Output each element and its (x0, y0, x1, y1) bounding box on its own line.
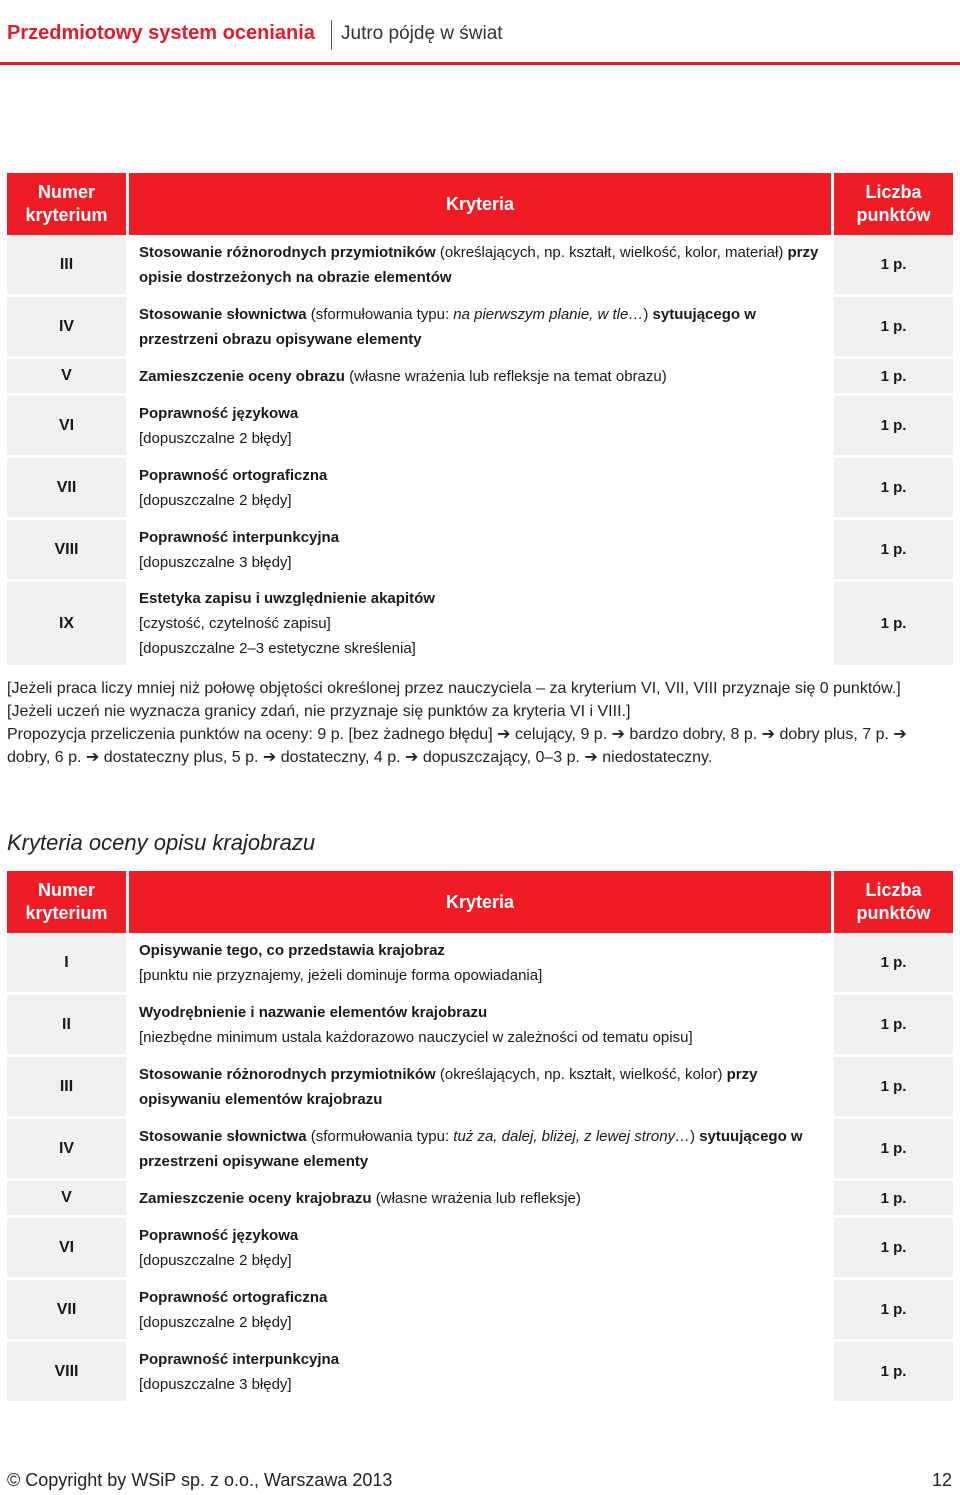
row-criteria (129, 933, 831, 995)
criteria-table-picture (7, 173, 953, 668)
row-number: IV (7, 1119, 129, 1181)
criteria-text: (sformułowania typu: (306, 305, 454, 323)
row-number: VII (7, 458, 129, 520)
row-points: 1 p. (831, 995, 953, 1057)
row-number: VII (7, 1280, 129, 1342)
header-rule (0, 62, 960, 65)
criteria-text: (własne wrażenia lub refleksje) (371, 1189, 581, 1207)
page-header (0, 0, 960, 68)
table-row (7, 1057, 953, 1119)
criteria-text: (sformułowania typu: (306, 1127, 454, 1145)
criteria-text: [dopuszczalne 2 błędy] (139, 429, 292, 447)
row-number: VI (7, 1218, 129, 1280)
footer-copyright: © Copyright by WSiP sp. z o.o., Warszawa 2013 (7, 1470, 393, 1490)
row-criteria (129, 235, 831, 297)
row-points: 1 p. (831, 1280, 953, 1342)
row-points: 1 p. (831, 396, 953, 458)
criteria-text: (własne wrażenia lub refleksje na temat obrazu) (344, 367, 667, 385)
criteria-bold: Opisywanie tego, co przedstawia krajobraz (139, 941, 445, 959)
row-number: VI (7, 396, 129, 458)
criteria-italic: tuż za, dalej, bliżej, z lewej strony… (453, 1127, 691, 1145)
col-header-points: Liczba punktów (831, 173, 953, 235)
criteria-bold: Poprawność językowa (139, 1226, 299, 1244)
row-criteria (129, 1280, 831, 1342)
row-number: I (7, 933, 129, 995)
criteria-text: [czystość, czytelność zapisu] (139, 615, 331, 632)
row-points: 1 p. (831, 1218, 953, 1280)
criteria-bold: przy opisie dostrzeżonych na obrazie elementów (139, 243, 819, 286)
table-row (7, 1280, 953, 1342)
criteria-bold: Zamieszczenie oceny krajobrazu (139, 1189, 372, 1207)
table-row (7, 520, 953, 582)
row-points: 1 p. (831, 1057, 953, 1119)
row-criteria (129, 396, 831, 458)
row-criteria (129, 297, 831, 359)
row-criteria (129, 995, 831, 1057)
col-header-criteria: Kryteria (129, 173, 831, 235)
table-row (7, 1119, 953, 1181)
row-number: IV (7, 297, 129, 359)
row-criteria (129, 1342, 831, 1404)
criteria-bold: Poprawność językowa (139, 404, 299, 422)
row-number: V (7, 359, 129, 396)
scoring-notes (7, 677, 953, 769)
table-row (7, 458, 953, 520)
table-row (7, 235, 953, 297)
table-row (7, 1218, 953, 1280)
row-points: 1 p. (831, 1342, 953, 1404)
row-points: 1 p. (831, 458, 953, 520)
criteria-bold: Estetyka zapisu i uwzględnienie akapitów (139, 590, 435, 607)
table-row (7, 396, 953, 458)
criteria-bold: sytuującego w przestrzeni opisywane elementy (139, 1127, 803, 1170)
row-number: VIII (7, 1342, 129, 1404)
row-number: III (7, 235, 129, 297)
row-number: IX (7, 582, 129, 668)
criteria-bold: Poprawność interpunkcyjna (139, 1350, 340, 1368)
criteria-text: [dopuszczalne 2 błędy] (139, 491, 292, 509)
note-line: Propozycja przeliczenia punktów na oceny: 9 p. [bez żadnego błędu] ➔ celujący, 9 p. ➔ bardzo dobry, 8 p. ➔ dobry plus, 7 p. ➔ dobry, 6 p. ➔ dostateczny plus, 5 p. ➔ dostateczny, 4 p. ➔ dopuszczający, 0–3 p. ➔ niedostateczny. (7, 726, 907, 766)
criteria-text: (określających, np. kształt, wielkość, kolor) (435, 1065, 727, 1083)
criteria-bold: Poprawność interpunkcyjna (139, 528, 340, 546)
criteria-text: ) (690, 1127, 700, 1145)
criteria-text: (określających, np. kształt, wielkość, kolor, materiał) (435, 243, 788, 261)
criteria-bold: Stosowanie słownictwa (139, 305, 307, 323)
row-points: 1 p. (831, 1119, 953, 1181)
footer-page-number: 12 (931, 1470, 952, 1490)
criteria-text: [dopuszczalne 2 błędy] (139, 1251, 292, 1269)
criteria-bold: Zamieszczenie oceny obrazu (139, 367, 345, 385)
criteria-bold: Poprawność ortograficzna (139, 1288, 328, 1306)
table-row (7, 1181, 953, 1218)
col-header-number: Numer kryterium (7, 173, 129, 235)
row-criteria (129, 359, 831, 396)
criteria-bold: Stosowanie różnorodnych przymiotników (139, 243, 436, 261)
row-criteria (129, 520, 831, 582)
row-number: II (7, 995, 129, 1057)
row-criteria (129, 1119, 831, 1181)
criteria-bold: sytuującego w przestrzeni obrazu opisywane elementy (139, 305, 756, 348)
table-row (7, 995, 953, 1057)
criteria-text: [niezbędne minimum ustala każdorazowo nauczyciel w zależności od tematu opisu] (139, 1028, 693, 1046)
criteria-text: [punktu nie przyznajemy, jeżeli dominuje forma opowiadania] (139, 966, 543, 984)
row-points: 1 p. (831, 520, 953, 582)
col-header-number: Numer kryterium (7, 871, 129, 933)
criteria-italic: na pierwszym planie, w tle… (453, 305, 644, 323)
row-number: VIII (7, 520, 129, 582)
row-points: 1 p. (831, 582, 953, 668)
row-criteria (129, 1181, 831, 1218)
col-header-points: Liczba punktów (831, 871, 953, 933)
criteria-text: [dopuszczalne 3 błędy] (139, 1375, 292, 1393)
row-criteria (129, 458, 831, 520)
col-header-criteria: Kryteria (129, 871, 831, 933)
row-criteria (129, 582, 831, 668)
row-points: 1 p. (831, 359, 953, 396)
row-criteria (129, 1218, 831, 1280)
criteria-bold: przy opisywaniu elementów krajobrazu (139, 1065, 758, 1108)
criteria-bold: Wyodrębnienie i nazwanie elementów krajobrazu (139, 1003, 488, 1021)
row-criteria (129, 1057, 831, 1119)
header-subtitle: Jutro pójdę w świat (341, 23, 503, 44)
section-title: Kryteria oceny opisu krajobrazu (7, 830, 316, 855)
table-row (7, 1342, 953, 1404)
note-line: [Jeżeli uczeń nie wyznacza granicy zdań, nie przyznaje się punktów za kryteria VI i VIII.] (7, 703, 631, 720)
row-points: 1 p. (831, 933, 953, 995)
criteria-bold: Poprawność ortograficzna (139, 466, 328, 484)
row-points: 1 p. (831, 235, 953, 297)
header-separator (331, 20, 332, 50)
row-number: III (7, 1057, 129, 1119)
criteria-text: [dopuszczalne 2 błędy] (139, 1313, 292, 1331)
row-number: V (7, 1181, 129, 1218)
criteria-text: [dopuszczalne 3 błędy] (139, 553, 292, 571)
table-row (7, 297, 953, 359)
table-row (7, 582, 953, 668)
note-line: [Jeżeli praca liczy mniej niż połowę objętości określonej przez nauczyciela – za kryterium VI, VII, VIII przyznaje się 0 punktów.] (7, 680, 901, 697)
row-points: 1 p. (831, 1181, 953, 1218)
criteria-text: ) (643, 305, 653, 323)
criteria-text: [dopuszczalne 2–3 estetyczne skreślenia] (139, 640, 416, 657)
row-points: 1 p. (831, 297, 953, 359)
criteria-bold: Stosowanie słownictwa (139, 1127, 307, 1145)
criteria-table-landscape (7, 871, 953, 1404)
criteria-bold: Stosowanie różnorodnych przymiotników (139, 1065, 436, 1083)
table-row (7, 359, 953, 396)
table-row (7, 933, 953, 995)
header-title: Przedmiotowy system oceniania (7, 22, 315, 44)
